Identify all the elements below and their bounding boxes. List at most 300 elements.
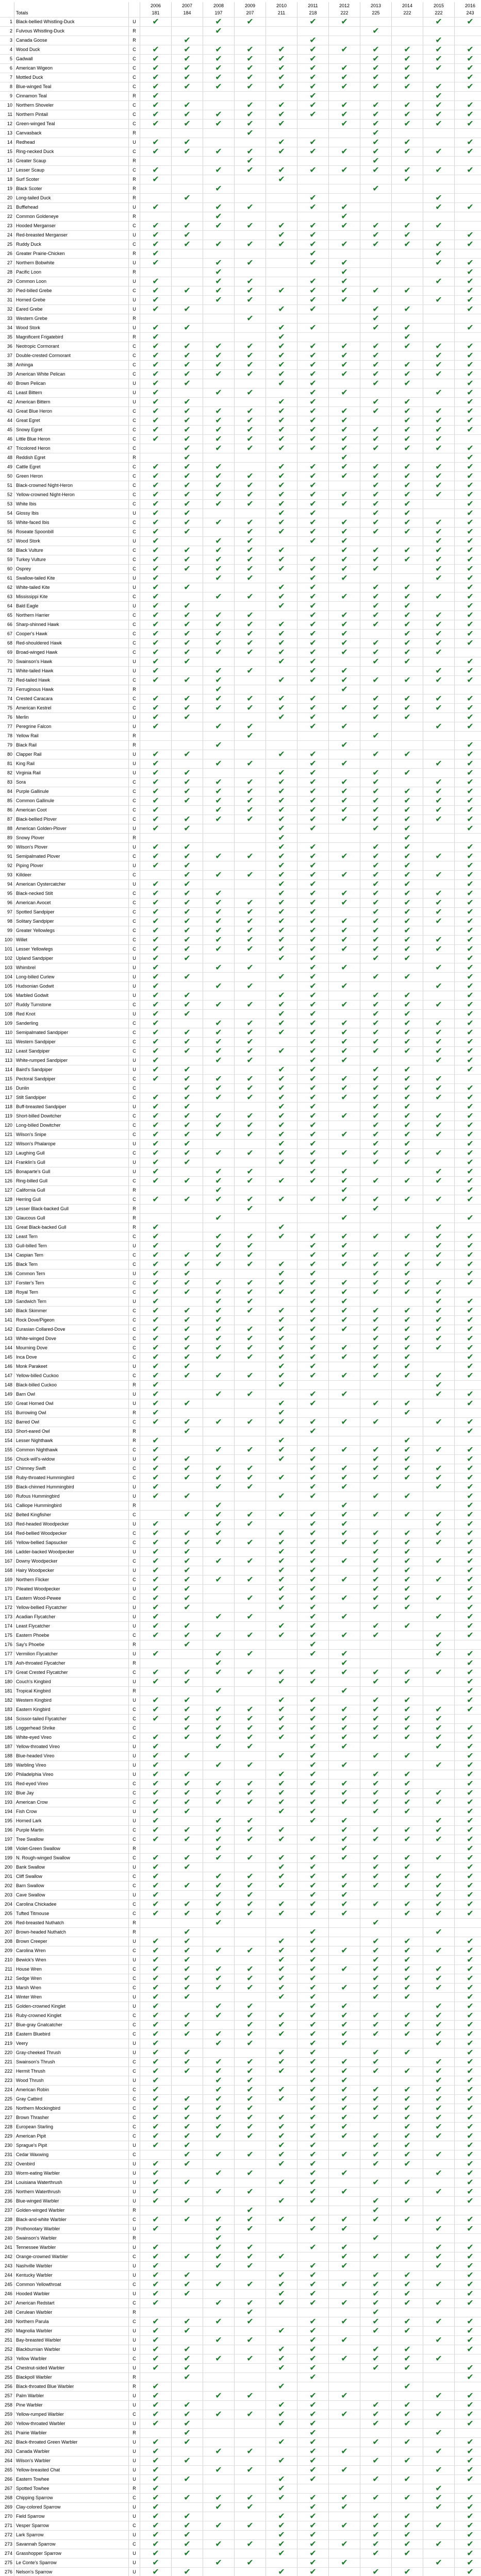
year-cell-2008 xyxy=(203,573,235,583)
year-cell-2006 xyxy=(140,1408,172,1417)
checkmark-icon: ✔ xyxy=(404,833,411,842)
checkmark-icon: ✔ xyxy=(435,1529,442,1538)
year-cell-2013 xyxy=(360,1000,392,1009)
year-cell-2010 xyxy=(266,657,297,666)
year-cell-2007 xyxy=(172,1371,203,1380)
table-row xyxy=(0,202,481,212)
year-cell-2013 xyxy=(360,444,392,453)
year-cell-2016 xyxy=(455,509,481,518)
species-name: Least Tern xyxy=(14,1232,129,1241)
species-name: Lesser Scaup xyxy=(14,165,129,175)
species-name: Tropical Kingbird xyxy=(14,1686,129,1696)
year-cell-2011 xyxy=(297,156,329,165)
checkmark-icon: ✔ xyxy=(184,1111,191,1121)
year-cell-2011 xyxy=(297,379,329,388)
year-cell-2012 xyxy=(329,1139,360,1148)
year-cell-2013 xyxy=(360,1121,392,1130)
checkmark-icon: ✔ xyxy=(435,796,442,805)
checkmark-icon: ✔ xyxy=(467,546,474,555)
year-cell-2015 xyxy=(423,1204,455,1213)
year-cell-2010 xyxy=(266,1427,297,1436)
checkmark-icon: ✔ xyxy=(341,147,348,156)
checkmark-icon: ✔ xyxy=(309,397,317,406)
year-cell-2006 xyxy=(140,481,172,490)
year-cell-2014 xyxy=(392,889,423,898)
species-status: C xyxy=(129,1195,140,1204)
table-row xyxy=(0,1260,481,1269)
year-cell-2010 xyxy=(266,805,297,815)
year-cell-2007 xyxy=(172,351,203,360)
checkmark-icon: ✔ xyxy=(278,768,285,777)
year-cell-2007 xyxy=(172,1816,203,1825)
year-cell-2008 xyxy=(203,1760,235,1770)
year-cell-2013 xyxy=(360,1445,392,1454)
checkmark-icon: ✔ xyxy=(467,295,474,304)
checkmark-icon: ✔ xyxy=(152,759,159,768)
year-cell-2009 xyxy=(235,1862,266,1872)
year-cell-2014 xyxy=(392,434,423,444)
checkmark-icon: ✔ xyxy=(215,573,222,583)
species-number: 147 xyxy=(0,1371,14,1380)
year-cell-2011 xyxy=(297,861,329,870)
year-cell-2006 xyxy=(140,870,172,879)
checkmark-icon: ✔ xyxy=(404,100,411,110)
year-cell-2016 xyxy=(455,1937,481,1946)
year-cell-2010 xyxy=(266,1482,297,1492)
year-cell-2007 xyxy=(172,842,203,852)
checkmark-icon: ✔ xyxy=(309,889,317,898)
year-cell-2009 xyxy=(235,564,266,573)
year-cell-2010 xyxy=(266,471,297,481)
year-cell-2011 xyxy=(297,1733,329,1742)
table-row xyxy=(0,861,481,870)
year-cell-2014 xyxy=(392,1788,423,1798)
year-cell-2012 xyxy=(329,1927,360,1937)
year-cell-2006 xyxy=(140,1121,172,1130)
year-cell-2007 xyxy=(172,555,203,564)
year-cell-2016 xyxy=(455,1853,481,1862)
year-cell-2014 xyxy=(392,1306,423,1315)
year-cell-2013 xyxy=(360,499,392,509)
checkmark-icon: ✔ xyxy=(152,620,159,629)
species-number: 57 xyxy=(0,536,14,546)
year-cell-2015 xyxy=(423,1566,455,1575)
checkmark-icon: ✔ xyxy=(152,1417,159,1427)
checkmark-icon: ✔ xyxy=(372,1074,379,1083)
checkmark-icon: ✔ xyxy=(278,713,285,722)
checkmark-icon: ✔ xyxy=(184,481,191,490)
year-cell-2016 xyxy=(455,713,481,722)
checkmark-icon: ✔ xyxy=(184,917,191,926)
checkmark-icon: ✔ xyxy=(467,1501,474,1510)
year-cell-2015 xyxy=(423,1037,455,1046)
species-name: Wood Stork xyxy=(14,536,129,546)
year-cell-2010 xyxy=(266,193,297,202)
checkmark-icon: ✔ xyxy=(278,45,285,54)
year-cell-2015 xyxy=(423,323,455,332)
checkmark-icon: ✔ xyxy=(404,1788,411,1798)
species-name: American Coot xyxy=(14,805,129,815)
checkmark-icon: ✔ xyxy=(246,1121,254,1130)
year-cell-2011 xyxy=(297,870,329,879)
species-status: C xyxy=(129,360,140,369)
year-cell-2011 xyxy=(297,1445,329,1454)
species-status: C xyxy=(129,240,140,249)
checkmark-icon: ✔ xyxy=(278,1445,285,1454)
checkmark-icon: ✔ xyxy=(372,1881,379,1890)
year-cell-2012 xyxy=(329,740,360,750)
checkmark-icon: ✔ xyxy=(309,1074,317,1083)
checkmark-icon: ✔ xyxy=(215,1816,222,1825)
checkmark-icon: ✔ xyxy=(341,546,348,555)
year-cell-2006 xyxy=(140,675,172,685)
checkmark-icon: ✔ xyxy=(309,1760,317,1770)
year-cell-2015 xyxy=(423,546,455,555)
checkmark-icon: ✔ xyxy=(246,147,254,156)
year-cell-2012 xyxy=(329,1371,360,1380)
year-cell-2009 xyxy=(235,1371,266,1380)
year-cell-2010 xyxy=(266,1955,297,1964)
checkmark-icon: ✔ xyxy=(467,1065,474,1074)
year-cell-2007 xyxy=(172,295,203,304)
checkmark-icon: ✔ xyxy=(467,564,474,573)
year-cell-2013 xyxy=(360,1287,392,1297)
checkmark-icon: ✔ xyxy=(435,1853,442,1862)
year-cell-2008 xyxy=(203,1167,235,1176)
year-cell-2007 xyxy=(172,657,203,666)
checkmark-icon: ✔ xyxy=(215,1093,222,1102)
checkmark-icon: ✔ xyxy=(404,1028,411,1037)
checkmark-icon: ✔ xyxy=(404,444,411,453)
year-cell-2015 xyxy=(423,1686,455,1696)
species-number: 8 xyxy=(0,82,14,91)
year-cell-2009 xyxy=(235,1974,266,1983)
checkmark-icon: ✔ xyxy=(152,1250,159,1260)
year-cell-2009 xyxy=(235,1918,266,1927)
checkmark-icon: ✔ xyxy=(467,1668,474,1677)
checkmark-icon: ✔ xyxy=(404,870,411,879)
checkmark-icon: ✔ xyxy=(152,1798,159,1807)
checkmark-icon: ✔ xyxy=(435,1343,442,1352)
checkmark-icon: ✔ xyxy=(309,1325,317,1334)
year-cell-2013 xyxy=(360,323,392,332)
checkmark-icon: ✔ xyxy=(309,1102,317,1111)
year-cell-2013 xyxy=(360,1185,392,1195)
table-row xyxy=(0,703,481,713)
checkmark-icon: ✔ xyxy=(435,249,442,258)
year-cell-2008 xyxy=(203,462,235,471)
year-cell-2015 xyxy=(423,1881,455,1890)
checkmark-icon: ✔ xyxy=(372,221,379,230)
year-cell-2015 xyxy=(423,1946,455,1955)
year-cell-2011 xyxy=(297,110,329,119)
species-status: U xyxy=(129,1696,140,1705)
checkmark-icon: ✔ xyxy=(278,1325,285,1334)
year-cell-2011 xyxy=(297,1102,329,1111)
checkmark-icon: ✔ xyxy=(467,397,474,406)
year-cell-2009 xyxy=(235,499,266,509)
checkmark-icon: ✔ xyxy=(372,1417,379,1427)
year-cell-2015 xyxy=(423,796,455,805)
checkmark-icon: ✔ xyxy=(467,1909,474,1918)
year-cell-2007 xyxy=(172,1547,203,1556)
checkmark-icon: ✔ xyxy=(152,82,159,91)
year-cell-2012 xyxy=(329,1658,360,1668)
checkmark-icon: ✔ xyxy=(184,499,191,509)
year-cell-2006 xyxy=(140,1436,172,1445)
year-cell-2008 xyxy=(203,935,235,944)
year-cell-2015 xyxy=(423,1529,455,1538)
species-status: R xyxy=(129,128,140,138)
checkmark-icon: ✔ xyxy=(467,1009,474,1019)
checkmark-icon: ✔ xyxy=(404,1232,411,1241)
checkmark-icon: ✔ xyxy=(404,1139,411,1148)
year-cell-2015 xyxy=(423,1668,455,1677)
species-number: 3 xyxy=(0,36,14,45)
checkmark-icon: ✔ xyxy=(278,1853,285,1862)
checkmark-icon: ✔ xyxy=(467,629,474,638)
checkmark-icon: ✔ xyxy=(341,1056,348,1065)
year-cell-2014 xyxy=(392,45,423,54)
species-name: Redhead xyxy=(14,138,129,147)
year-cell-2014 xyxy=(392,1603,423,1612)
year-cell-2013 xyxy=(360,629,392,638)
year-cell-2007 xyxy=(172,1445,203,1454)
year-cell-2010 xyxy=(266,462,297,471)
year-cell-2016 xyxy=(455,1974,481,1983)
year-cell-2015 xyxy=(423,1445,455,1454)
species-status: R xyxy=(129,1640,140,1649)
year-cell-2011 xyxy=(297,1223,329,1232)
year-cell-2009 xyxy=(235,471,266,481)
year-cell-2012 xyxy=(329,332,360,342)
checkmark-icon: ✔ xyxy=(404,555,411,564)
year-cell-2006 xyxy=(140,1881,172,1890)
year-cell-2012 xyxy=(329,935,360,944)
year-cell-2012 xyxy=(329,1881,360,1890)
checkmark-icon: ✔ xyxy=(152,1779,159,1788)
checkmark-icon: ✔ xyxy=(215,1464,222,1473)
species-status: R xyxy=(129,1844,140,1853)
year-cell-2015 xyxy=(423,1621,455,1631)
year-cell-2014 xyxy=(392,601,423,611)
species-name: White-tailed Hawk xyxy=(14,666,129,675)
year-cell-2014 xyxy=(392,1705,423,1714)
checkmark-icon: ✔ xyxy=(152,1028,159,1037)
year-cell-2015 xyxy=(423,416,455,425)
year-cell-2011 xyxy=(297,1334,329,1343)
year-cell-2007 xyxy=(172,972,203,981)
checkmark-icon: ✔ xyxy=(215,536,222,546)
year-cell-2006 xyxy=(140,1510,172,1519)
species-name: Red-breasted Nuthatch xyxy=(14,1918,129,1927)
year-cell-2010 xyxy=(266,332,297,342)
checkmark-icon: ✔ xyxy=(435,935,442,944)
table-row xyxy=(0,879,481,889)
checkmark-icon: ✔ xyxy=(246,286,254,295)
year-cell-2007 xyxy=(172,1464,203,1473)
year-cell-2015 xyxy=(423,1992,455,2002)
year-cell-2006 xyxy=(140,1918,172,1927)
species-number: 153 xyxy=(0,1427,14,1436)
species-status: C xyxy=(129,611,140,620)
year-cell-2008 xyxy=(203,815,235,824)
checkmark-icon: ✔ xyxy=(278,926,285,935)
checkmark-icon: ✔ xyxy=(152,91,159,100)
year-cell-2008 xyxy=(203,1594,235,1603)
table-row xyxy=(0,852,481,861)
checkmark-icon: ✔ xyxy=(467,777,474,787)
checkmark-icon: ✔ xyxy=(372,1232,379,1241)
year-cell-2013 xyxy=(360,82,392,91)
year-cell-2013 xyxy=(360,45,392,54)
year-cell-2013 xyxy=(360,1992,392,2002)
table-row xyxy=(0,26,481,36)
checkmark-icon: ✔ xyxy=(309,1621,317,1631)
year-cell-2015 xyxy=(423,165,455,175)
year-cell-2016 xyxy=(455,1408,481,1417)
year-cell-2007 xyxy=(172,202,203,212)
checkmark-icon: ✔ xyxy=(341,1742,348,1751)
checkmark-icon: ✔ xyxy=(341,1853,348,1862)
species-status: C xyxy=(129,1853,140,1862)
year-cell-2016 xyxy=(455,1640,481,1649)
year-cell-2006 xyxy=(140,638,172,648)
species-number: 182 xyxy=(0,1696,14,1705)
checkmark-icon: ✔ xyxy=(184,1909,191,1918)
year-cell-2015 xyxy=(423,1334,455,1343)
species-name: White-eyed Vireo xyxy=(14,1733,129,1742)
year-cell-2016 xyxy=(455,685,481,694)
year-cell-2008 xyxy=(203,1733,235,1742)
year-cell-2006 xyxy=(140,1427,172,1436)
year-cell-2014 xyxy=(392,249,423,258)
checkmark-icon: ✔ xyxy=(278,1371,285,1380)
year-cell-2006 xyxy=(140,1445,172,1454)
year-cell-2016 xyxy=(455,1148,481,1158)
checkmark-icon: ✔ xyxy=(467,981,474,991)
year-cell-2014 xyxy=(392,796,423,805)
year-cell-2010 xyxy=(266,1028,297,1037)
year-cell-2014 xyxy=(392,1204,423,1213)
year-cell-2010 xyxy=(266,138,297,147)
checkmark-icon: ✔ xyxy=(184,369,191,379)
checkmark-icon: ✔ xyxy=(341,935,348,944)
checkmark-icon: ✔ xyxy=(372,638,379,648)
checkmark-icon: ✔ xyxy=(341,1019,348,1028)
checkmark-icon: ✔ xyxy=(215,1148,222,1158)
table-row xyxy=(0,119,481,128)
species-status: U xyxy=(129,1584,140,1594)
checkmark-icon: ✔ xyxy=(467,1853,474,1862)
year-cell-2011 xyxy=(297,277,329,286)
year-cell-2009 xyxy=(235,1093,266,1102)
checkmark-icon: ✔ xyxy=(184,1083,191,1093)
table-row xyxy=(0,1890,481,1900)
species-status: C xyxy=(129,1083,140,1093)
year-cell-2006 xyxy=(140,1900,172,1909)
year-cell-2013 xyxy=(360,17,392,26)
checkmark-icon: ✔ xyxy=(152,1176,159,1185)
totals-row xyxy=(0,10,481,17)
year-cell-2010 xyxy=(266,703,297,713)
checkmark-icon: ✔ xyxy=(184,342,191,351)
checkmark-icon: ✔ xyxy=(215,165,222,175)
year-cell-2016 xyxy=(455,1547,481,1556)
table-row xyxy=(0,777,481,787)
year-cell-2006 xyxy=(140,1213,172,1223)
checkmark-icon: ✔ xyxy=(246,1334,254,1343)
checkmark-icon: ✔ xyxy=(309,444,317,453)
checkmark-icon: ✔ xyxy=(215,1019,222,1028)
checkmark-icon: ✔ xyxy=(215,1315,222,1325)
year-cell-2012 xyxy=(329,1714,360,1723)
checkmark-icon: ✔ xyxy=(215,815,222,824)
species-status: R xyxy=(129,1927,140,1937)
year-cell-2012 xyxy=(329,1825,360,1835)
year-cell-2014 xyxy=(392,1918,423,1927)
checkmark-icon: ✔ xyxy=(309,82,317,91)
year-cell-2009 xyxy=(235,1853,266,1862)
year-cell-2013 xyxy=(360,1482,392,1492)
year-cell-2010 xyxy=(266,1185,297,1195)
year-cell-2006 xyxy=(140,1195,172,1204)
year-cell-2006 xyxy=(140,1519,172,1529)
year-cell-2014 xyxy=(392,54,423,63)
year-cell-2016 xyxy=(455,1056,481,1065)
year-cell-2010 xyxy=(266,648,297,657)
checkmark-icon: ✔ xyxy=(404,889,411,898)
year-cell-2010 xyxy=(266,1325,297,1334)
year-cell-2009 xyxy=(235,1343,266,1352)
checkmark-icon: ✔ xyxy=(184,1334,191,1343)
checkmark-icon: ✔ xyxy=(215,1176,222,1185)
checkmark-icon: ✔ xyxy=(435,1334,442,1343)
checkmark-icon: ✔ xyxy=(467,1649,474,1658)
year-cell-2010 xyxy=(266,1760,297,1770)
year-cell-2009 xyxy=(235,240,266,249)
checkmark-icon: ✔ xyxy=(278,638,285,648)
year-cell-2009 xyxy=(235,1408,266,1417)
species-status: U xyxy=(129,1621,140,1631)
checkmark-icon: ✔ xyxy=(278,323,285,332)
checkmark-icon: ✔ xyxy=(152,63,159,73)
year-cell-2007 xyxy=(172,240,203,249)
checkmark-icon: ✔ xyxy=(404,54,411,63)
year-cell-2010 xyxy=(266,1649,297,1658)
year-cell-2012 xyxy=(329,583,360,592)
year-cell-2011 xyxy=(297,981,329,991)
year-cell-2010 xyxy=(266,1566,297,1575)
checkmark-icon: ✔ xyxy=(152,258,159,267)
year-cell-2007 xyxy=(172,620,203,629)
checkmark-icon: ✔ xyxy=(404,954,411,963)
checkmark-icon: ✔ xyxy=(435,1195,442,1204)
checkmark-icon: ✔ xyxy=(467,1269,474,1278)
year-cell-2007 xyxy=(172,638,203,648)
year-cell-2011 xyxy=(297,1686,329,1696)
species-number: 19 xyxy=(0,184,14,193)
year-cell-2014 xyxy=(392,406,423,416)
table-row xyxy=(0,1612,481,1621)
checkmark-icon: ✔ xyxy=(246,592,254,601)
checkmark-icon: ✔ xyxy=(184,1955,191,1964)
year-cell-2006 xyxy=(140,444,172,453)
year-cell-2015 xyxy=(423,917,455,926)
year-cell-2007 xyxy=(172,1278,203,1287)
species-status: R xyxy=(129,26,140,36)
checkmark-icon: ✔ xyxy=(372,45,379,54)
